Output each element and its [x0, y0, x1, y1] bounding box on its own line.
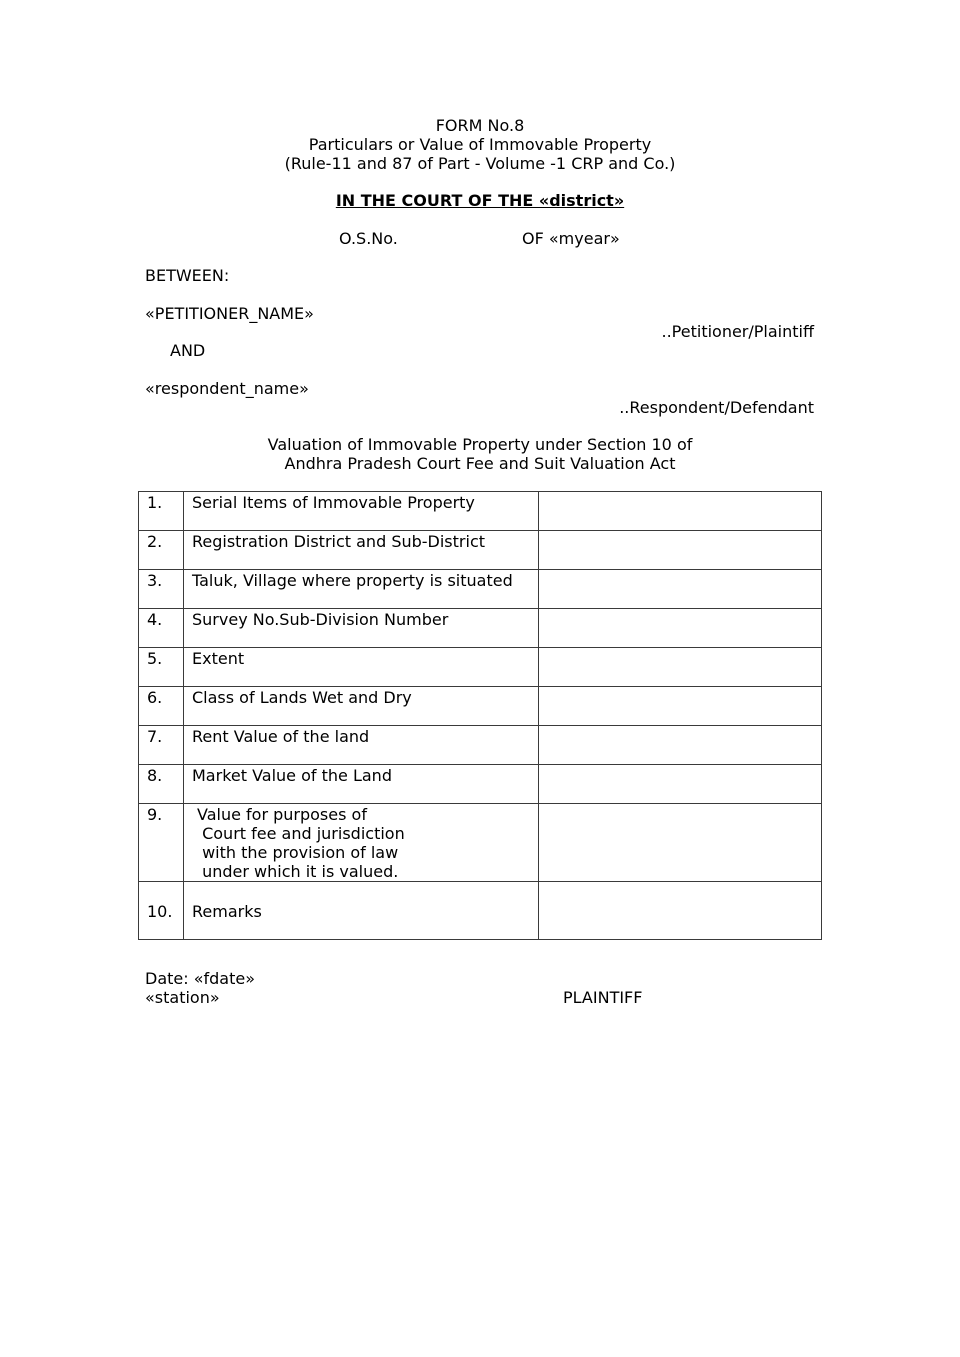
court-title-block: [0, 191, 960, 210]
row-number: 10.: [139, 882, 184, 940]
row-value: [539, 492, 822, 531]
property-particulars-table: [138, 491, 822, 940]
row-item: [184, 804, 539, 882]
and-label: AND: [170, 341, 206, 360]
row-value: [539, 882, 822, 940]
row-number: 7.: [139, 726, 184, 765]
table-row: [139, 882, 822, 940]
petitioner-role: ..Petitioner/Plaintiff: [661, 322, 814, 341]
row-value: [539, 726, 822, 765]
row-item: Rent Value of the land: [184, 726, 539, 765]
station-line: «station»: [145, 988, 220, 1007]
row-number: 5.: [139, 648, 184, 687]
row-number: 9.: [139, 804, 184, 882]
table-row: [139, 570, 822, 609]
valuation-heading: [0, 435, 960, 473]
row-item: Taluk, Village where property is situated: [184, 570, 539, 609]
form-number: FORM No.8: [435, 116, 525, 135]
table-row: [139, 531, 822, 570]
table-row: [139, 609, 822, 648]
row-value: [539, 609, 822, 648]
case-year: OF «myear»: [522, 229, 620, 248]
row-value: [539, 648, 822, 687]
table-row: [139, 765, 822, 804]
row-number: 4.: [139, 609, 184, 648]
row-item-text: Value for purposes of Court fee and jurisdiction with the provision of law under which it is valued.: [197, 805, 405, 881]
date-line: Date: «fdate»: [145, 969, 256, 988]
table-row: [139, 804, 822, 882]
respondent-role: ..Respondent/Defendant: [619, 398, 814, 417]
form-rule: (Rule-11 and 87 of Part - Volume -1 CRP and Co.): [284, 154, 676, 173]
row-value: [539, 570, 822, 609]
row-value: [539, 765, 822, 804]
row-item: Registration District and Sub-District: [184, 531, 539, 570]
row-number: 2.: [139, 531, 184, 570]
valuation-line-2: Andhra Pradesh Court Fee and Suit Valuation Act: [284, 454, 676, 473]
respondent-name: «respondent_name»: [145, 379, 309, 398]
table-row: [139, 648, 822, 687]
plaintiff-signature-label: PLAINTIFF: [563, 988, 643, 1007]
row-value: [539, 687, 822, 726]
row-item: Serial Items of Immovable Property: [184, 492, 539, 531]
os-number-label: O.S.No.: [339, 229, 398, 248]
table-row: [139, 687, 822, 726]
valuation-line-1: Valuation of Immovable Property under Section 10 of: [267, 435, 693, 454]
form-header: [0, 116, 960, 173]
between-label: BETWEEN:: [145, 266, 230, 285]
table-row: [139, 492, 822, 531]
row-item: Remarks: [184, 882, 539, 940]
row-number: 3.: [139, 570, 184, 609]
form-subtitle: Particulars or Value of Immovable Property: [308, 135, 652, 154]
petitioner-name: «PETITIONER_NAME»: [145, 304, 314, 323]
row-item: Class of Lands Wet and Dry: [184, 687, 539, 726]
table-row: [139, 726, 822, 765]
row-number: 8.: [139, 765, 184, 804]
row-item: Market Value of the Land: [184, 765, 539, 804]
row-item: Survey No.Sub-Division Number: [184, 609, 539, 648]
row-item: Extent: [184, 648, 539, 687]
row-value: [539, 804, 822, 882]
court-title: IN THE COURT OF THE «district»: [335, 191, 625, 210]
row-number: 6.: [139, 687, 184, 726]
row-value: [539, 531, 822, 570]
row-number: 1.: [139, 492, 184, 531]
